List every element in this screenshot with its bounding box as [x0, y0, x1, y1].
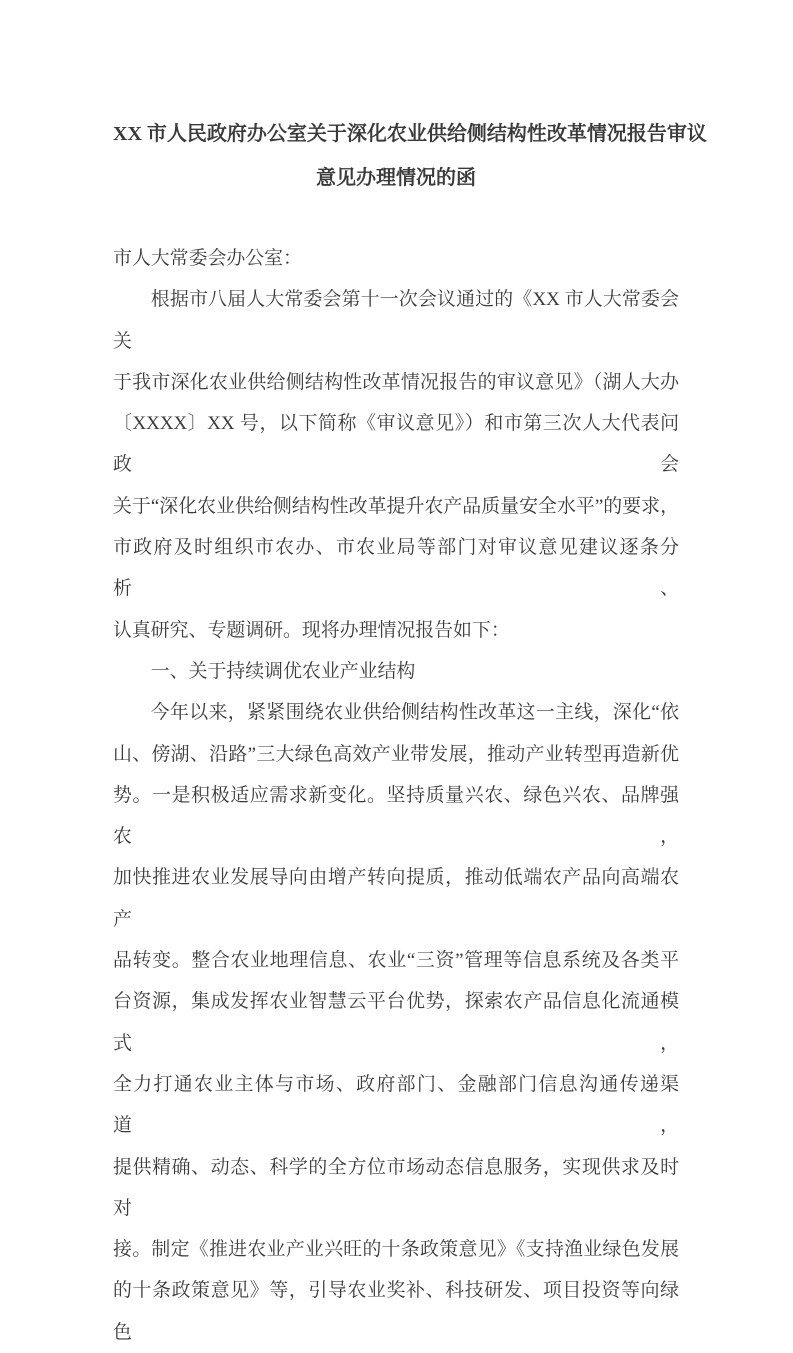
document-content	[113, 0, 707, 1353]
body-line: 接。制定《推进农业产业兴旺的十条政策意见》《支持渔业绿色发展	[113, 1239, 679, 1261]
body-line: 关于“深化农业供给侧结构性改革提升农产品质量安全水平”的要求，	[113, 495, 679, 517]
body-line: 今年以来，紧紧围绕农业供给侧结构性改革这一主线，深化“依	[150, 702, 679, 724]
body-line: 市政府及时组织市农办、市农业局等部门对审议意见建议逐条分析、	[113, 537, 679, 600]
body-line: 品转变。整合农业地理信息、农业“三资”管理等信息系统及各类平	[113, 950, 679, 972]
document-title-line-2: 意见办理情况的函	[316, 167, 476, 189]
body-line: 提供精确、动态、科学的全方位市场动态信息服务，实现供求及时对	[113, 1156, 679, 1219]
document-body	[113, 238, 679, 1353]
body-line: 势。一是积极适应需求新变化。坚持质量兴农、绿色兴农、品牌强农，	[113, 784, 679, 848]
body-line: 台资源，集成发挥农业智慧云平台优势，探索农产品信息化流通模式，	[113, 991, 679, 1054]
body-line: 山、傍湖、沿路”三大绿色高效产业带发展，推动产业转型再造新优	[113, 743, 679, 765]
body-line: 认真研究、专题调研。现将办理情况报告如下：	[113, 619, 510, 641]
document-title-line-1: XX 市人民政府办公室关于深化农业供给侧结构性改革情况报告审议	[113, 123, 707, 145]
section-heading-line: 一、关于持续调优农业产业结构	[150, 660, 416, 682]
body-line: 〔XXXX〕XX 号，以下简称《审议意见》）和市第三次人大代表问政会	[113, 413, 679, 476]
body-line: 根据市八届人大常委会第十一次会议通过的《XX 市人大常委会关	[113, 289, 679, 352]
body-line: 全力打通农业主体与市场、政府部门、金融部门信息沟通传递渠道，	[113, 1073, 679, 1137]
body-line: 加快推进农业发展导向由增产转向提质，推动低端农产品向高端农产	[113, 867, 679, 930]
body-line: 于我市深化农业供给侧结构性改革情况报告的审议意见》（湖人大办	[113, 371, 679, 393]
salutation-line: 市人大常委会办公室：	[113, 248, 302, 269]
body-line: 的十条政策意见》等，引导农业奖补、科技研发、项目投资等向绿色	[113, 1280, 679, 1343]
document-title	[113, 112, 707, 200]
